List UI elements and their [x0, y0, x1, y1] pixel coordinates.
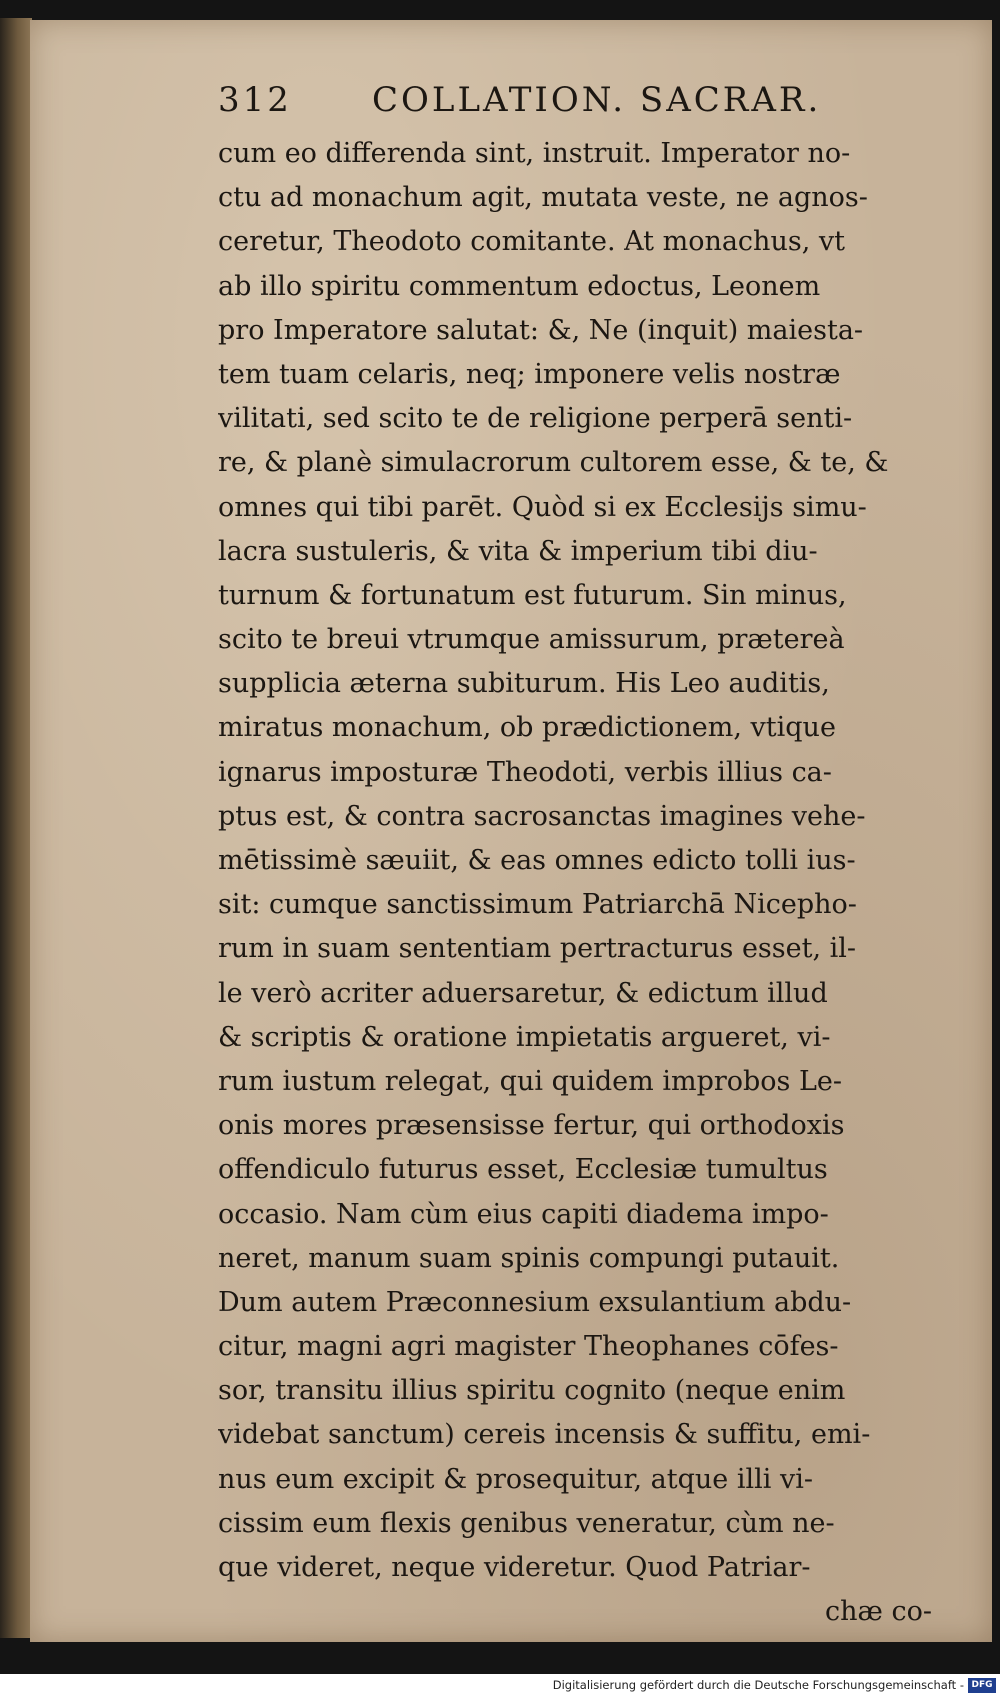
- catchword: chæ co-: [825, 1596, 932, 1628]
- text-line: scito te breui vtrumque amissurum, prætereà: [218, 624, 845, 656]
- text-line: turnum & fortunatum est futurum. Sin minus,: [218, 579, 847, 611]
- dfg-logo: DFG: [968, 1678, 996, 1693]
- text-line: tem tuam celaris, neq; imponere velis nostræ: [218, 358, 841, 390]
- page-left-edge: [0, 18, 32, 1638]
- text-line: que videret, neque videretur. Quod Patriar-: [218, 1552, 811, 1583]
- text-line: le verò acriter aduersaretur, & edictum illud: [218, 977, 828, 1009]
- text-line: ctu ad monachum agit, mutata veste, ne agnos-: [218, 182, 868, 214]
- text-line: ceretur, Theodoto comitante. At monachus, vt: [218, 226, 845, 258]
- text-line: & scriptis & oratione impietatis argueret, vi-: [218, 1021, 831, 1053]
- page-number: 312: [218, 80, 292, 120]
- text-line: Dum autem Præconnesium exsulantium abdu-: [218, 1286, 852, 1318]
- body-text: [218, 132, 948, 1634]
- text-line: vilitati, sed scito te de religione perperā senti-: [218, 403, 853, 435]
- text-line: re, & planè simulacrorum cultorem esse, & te, &: [218, 447, 889, 479]
- text-line: supplicia æterna subiturum. His Leo auditis,: [218, 668, 830, 700]
- digitization-credit: Digitalisierung gefördert durch die Deutsche Forschungsgemeinschaft -: [552, 1678, 964, 1692]
- text-line: offendiculo futurus esset, Ecclesiæ tumultus: [218, 1154, 828, 1186]
- text-line: onis mores præsensisse fertur, qui orthodoxis: [218, 1110, 845, 1142]
- text-line: videbat sanctum) cereis incensis & suffitu, emi-: [218, 1419, 871, 1451]
- running-head: [218, 80, 908, 130]
- text-line: neret, manum suam spinis compungi putauit.: [218, 1242, 840, 1274]
- text-line: nus eum excipit & prosequitur, atque illi vi-: [218, 1463, 813, 1495]
- text-line: rum iustum relegat, qui quidem improbos Le-: [218, 1065, 843, 1097]
- text-line: miratus monachum, ob prædictionem, vtique: [218, 712, 836, 744]
- text-line: citur, magni agri magister Theophanes cōfes-: [218, 1331, 839, 1363]
- text-line: pro Imperatore salutat: &, Ne (inquit) maiesta-: [218, 314, 864, 346]
- text-line: occasio. Nam cùm eius capiti diadema impo-: [218, 1198, 829, 1230]
- text-line: omnes qui tibi parēt. Quòd si ex Ecclesijs simu-: [218, 491, 867, 523]
- text-line: cissim eum flexis genibus veneratur, cùm ne-: [218, 1507, 835, 1539]
- footer-bar: [0, 1674, 1000, 1698]
- text-line: ab illo spiritu commentum edoctus, Leonem: [218, 270, 821, 302]
- text-line: cum eo differenda sint, instruit. Imperator no-: [218, 138, 851, 169]
- text-line: ignarus imposturæ Theodoti, verbis illius ca-: [218, 756, 832, 788]
- text-line: mētissimè sæuiit, & eas omnes edicto tolli ius-: [218, 845, 856, 876]
- running-title: COLLATION. SACRAR.: [372, 80, 822, 120]
- text-line: rum in suam sententiam pertracturus esset, il-: [218, 933, 857, 965]
- text-line: sor, transitu illius spiritu cognito (neque enim: [218, 1375, 846, 1407]
- text-line: sit: cumque sanctissimum Patriarchā Nicepho-: [218, 889, 857, 921]
- text-line: lacra sustuleris, & vita & imperium tibi diu-: [218, 535, 818, 567]
- text-line: ptus est, & contra sacrosanctas imagines vehe-: [218, 800, 866, 832]
